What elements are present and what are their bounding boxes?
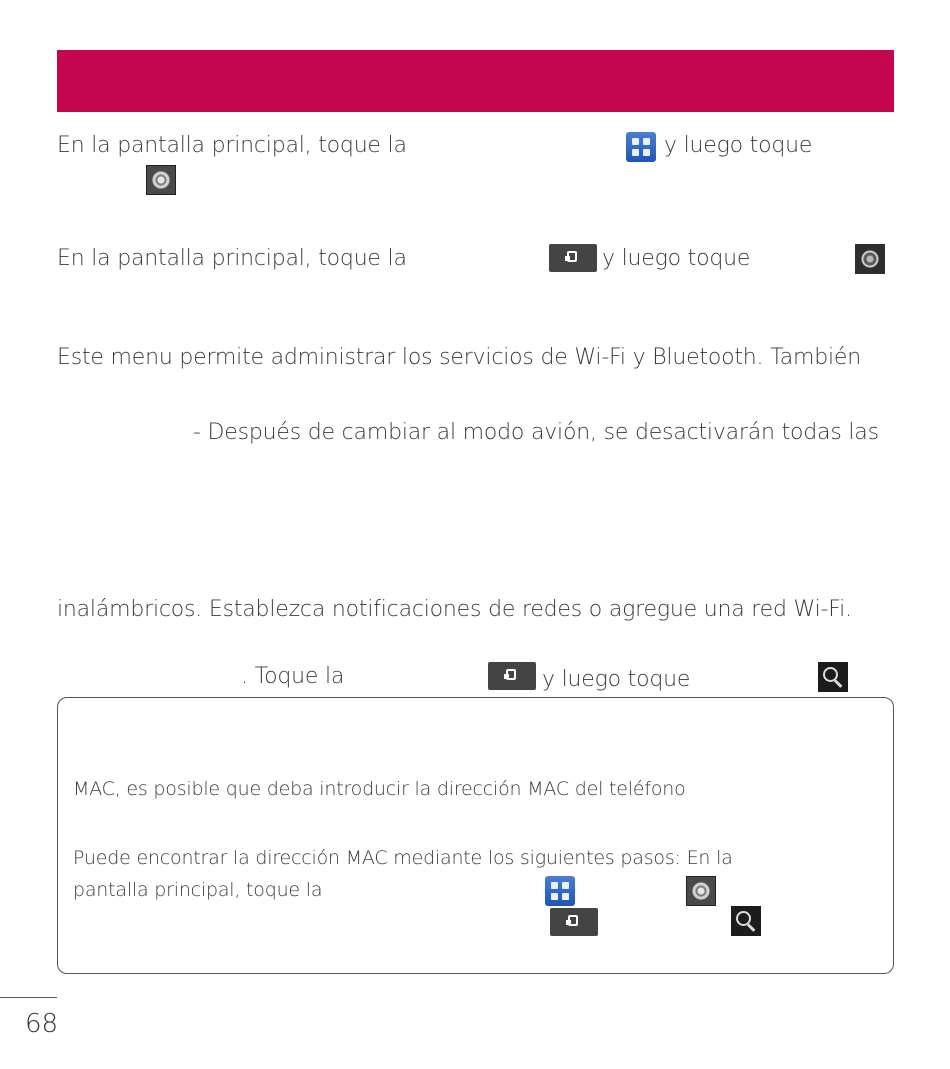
- footer-rule: [0, 997, 57, 998]
- header-band: [57, 50, 894, 112]
- settings-gear-icon: [686, 876, 716, 906]
- p1-text: En la pantalla principal, toque la: [57, 133, 407, 158]
- note-box: [57, 697, 894, 974]
- settings-gear-icon: [146, 165, 176, 195]
- note-line-1: MAC, es posible que deba introducir la dirección MAC del teléfono: [73, 778, 686, 800]
- p5-text: inalámbricos. Establezca notificaciones de redes o agregue una red Wi-Fi.: [57, 597, 852, 622]
- apps-grid-icon: [545, 876, 575, 906]
- advanced-search-icon: [818, 662, 848, 692]
- p1-after-icon: y luego toque: [664, 133, 813, 158]
- p3-text: Este menu permite administrar los servicios de Wi-Fi y Bluetooth. También: [57, 345, 861, 370]
- note-line-3: pantalla principal, toque la: [73, 879, 323, 901]
- apps-grid-icon: [626, 132, 656, 162]
- menu-key-icon: [549, 244, 597, 272]
- p2-after-icon: y luego toque: [602, 246, 751, 271]
- p2-text: En la pantalla principal, toque la: [57, 246, 407, 271]
- p4-text: - Después de cambiar al modo avión, se desactivarán todas las: [193, 420, 879, 445]
- advanced-search-icon: [731, 906, 761, 936]
- settings-gear-icon: [855, 244, 885, 274]
- p6-after-icon: y luego toque: [542, 667, 691, 692]
- note-line-2: Puede encontrar la dirección MAC mediante los siguientes pasos: En la: [73, 847, 733, 869]
- menu-key-icon: [488, 662, 536, 690]
- p6-text: . Toque la: [241, 664, 345, 689]
- menu-key-icon: [550, 908, 598, 936]
- page-number: 68: [25, 1009, 59, 1039]
